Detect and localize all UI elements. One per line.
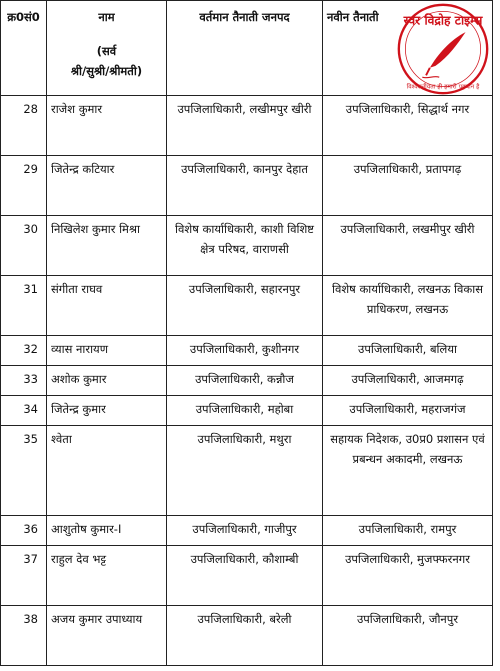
table-row [1,366,493,396]
current-posting-cell: उपजिलाधिकारी, बरेली [167,606,323,666]
table-row [1,426,493,516]
current-posting-cell: विशेष कार्याधिकारी, काशी विशिष्ट क्षेत्र परिषद, वाराणसी [167,216,323,276]
header-name-label: नाम [98,10,115,24]
serial-cell: 35 [1,426,47,516]
current-posting-cell: उपजिलाधिकारी, कौशाम्बी [167,546,323,606]
serial-cell: 33 [1,366,47,396]
new-posting-cell: उपजिलाधिकारी, मुजफ्फरनगर [323,546,493,606]
current-posting-cell: उपजिलाधिकारी, कन्नौज [167,366,323,396]
new-posting-cell: उपजिलाधिकारी, बलिया [323,336,493,366]
table-row [1,336,493,366]
name-cell: श्वेता [47,426,167,516]
serial-cell: 34 [1,396,47,426]
header-name-sub1: (सर्व [96,44,117,58]
current-posting-cell: उपजिलाधिकारी, कुशीनगर [167,336,323,366]
table-row [1,156,493,216]
current-posting-cell: उपजिलाधिकारी, कानपुर देहात [167,156,323,216]
name-cell: संगीता राघव [47,276,167,336]
name-cell: निखिलेश कुमार मिश्रा [47,216,167,276]
name-cell: आशुतोष कुमार-I [47,516,167,546]
serial-cell: 38 [1,606,47,666]
serial-cell: 29 [1,156,47,216]
name-cell: राहुल देव भट्ट [47,546,167,606]
name-cell: राजेश कुमार [47,96,167,156]
table-row [1,606,493,666]
logo-title: स्वर विद्रोह टाइम्स [403,13,483,28]
current-posting-cell: उपजिलाधिकारी, सहारनपुर [167,276,323,336]
table-row [1,546,493,606]
name-cell: व्यास नारायण [47,336,167,366]
current-posting-cell: उपजिलाधिकारी, लखीमपुर खीरी [167,96,323,156]
new-posting-cell: उपजिलाधिकारी, रामपुर [323,516,493,546]
header-name-sub2: श्री/सुश्री/श्रीमती) [70,64,143,78]
header-new-posting: नवीन तैनाती [323,1,493,96]
name-cell: अजय कुमार उपाध्याय [47,606,167,666]
current-posting-cell: उपजिलाधिकारी, मथुरा [167,426,323,516]
table-row [1,216,493,276]
header-name [47,1,167,96]
new-posting-cell: उपजिलाधिकारी, जौनपुर [323,606,493,666]
table-row [1,396,493,426]
serial-cell: 32 [1,336,47,366]
new-posting-cell: उपजिलाधिकारी, आजमगढ़ [323,366,493,396]
serial-cell: 30 [1,216,47,276]
logo-tagline: विश्वसनीयता ही हमारी पहचान है [406,83,480,91]
name-cell: अशोक कुमार [47,366,167,396]
header-current-posting: वर्तमान तैनाती जनपद [167,1,323,96]
new-posting-cell: उपजिलाधिकारी, सिद्धार्थ नगर [323,96,493,156]
new-posting-cell: विशेष कार्याधिकारी, लखनऊ विकास प्राधिकरण, लखनऊ [323,276,493,336]
serial-cell: 36 [1,516,47,546]
new-posting-cell: उपजिलाधिकारी, प्रतापगढ़ [323,156,493,216]
name-cell: जितेन्द्र कुमार [47,396,167,426]
new-posting-cell: सहायक निदेशक, उ0प्र0 प्रशासन एवं प्रबन्धन अकादमी, लखनऊ [323,426,493,516]
current-posting-cell: उपजिलाधिकारी, महोबा [167,396,323,426]
table-row [1,516,493,546]
current-posting-cell: उपजिलाधिकारी, गाजीपुर [167,516,323,546]
serial-cell: 31 [1,276,47,336]
name-cell: जितेन्द्र कटियार [47,156,167,216]
new-posting-cell: उपजिलाधिकारी, लखमीपुर खीरी [323,216,493,276]
header-serial: क्र0सं0 [1,1,47,96]
swar-vidroh-times-logo [396,2,490,96]
new-posting-cell: उपजिलाधिकारी, महराजगंज [323,396,493,426]
serial-cell: 37 [1,546,47,606]
table-row [1,96,493,156]
serial-cell: 28 [1,96,47,156]
table-row [1,276,493,336]
